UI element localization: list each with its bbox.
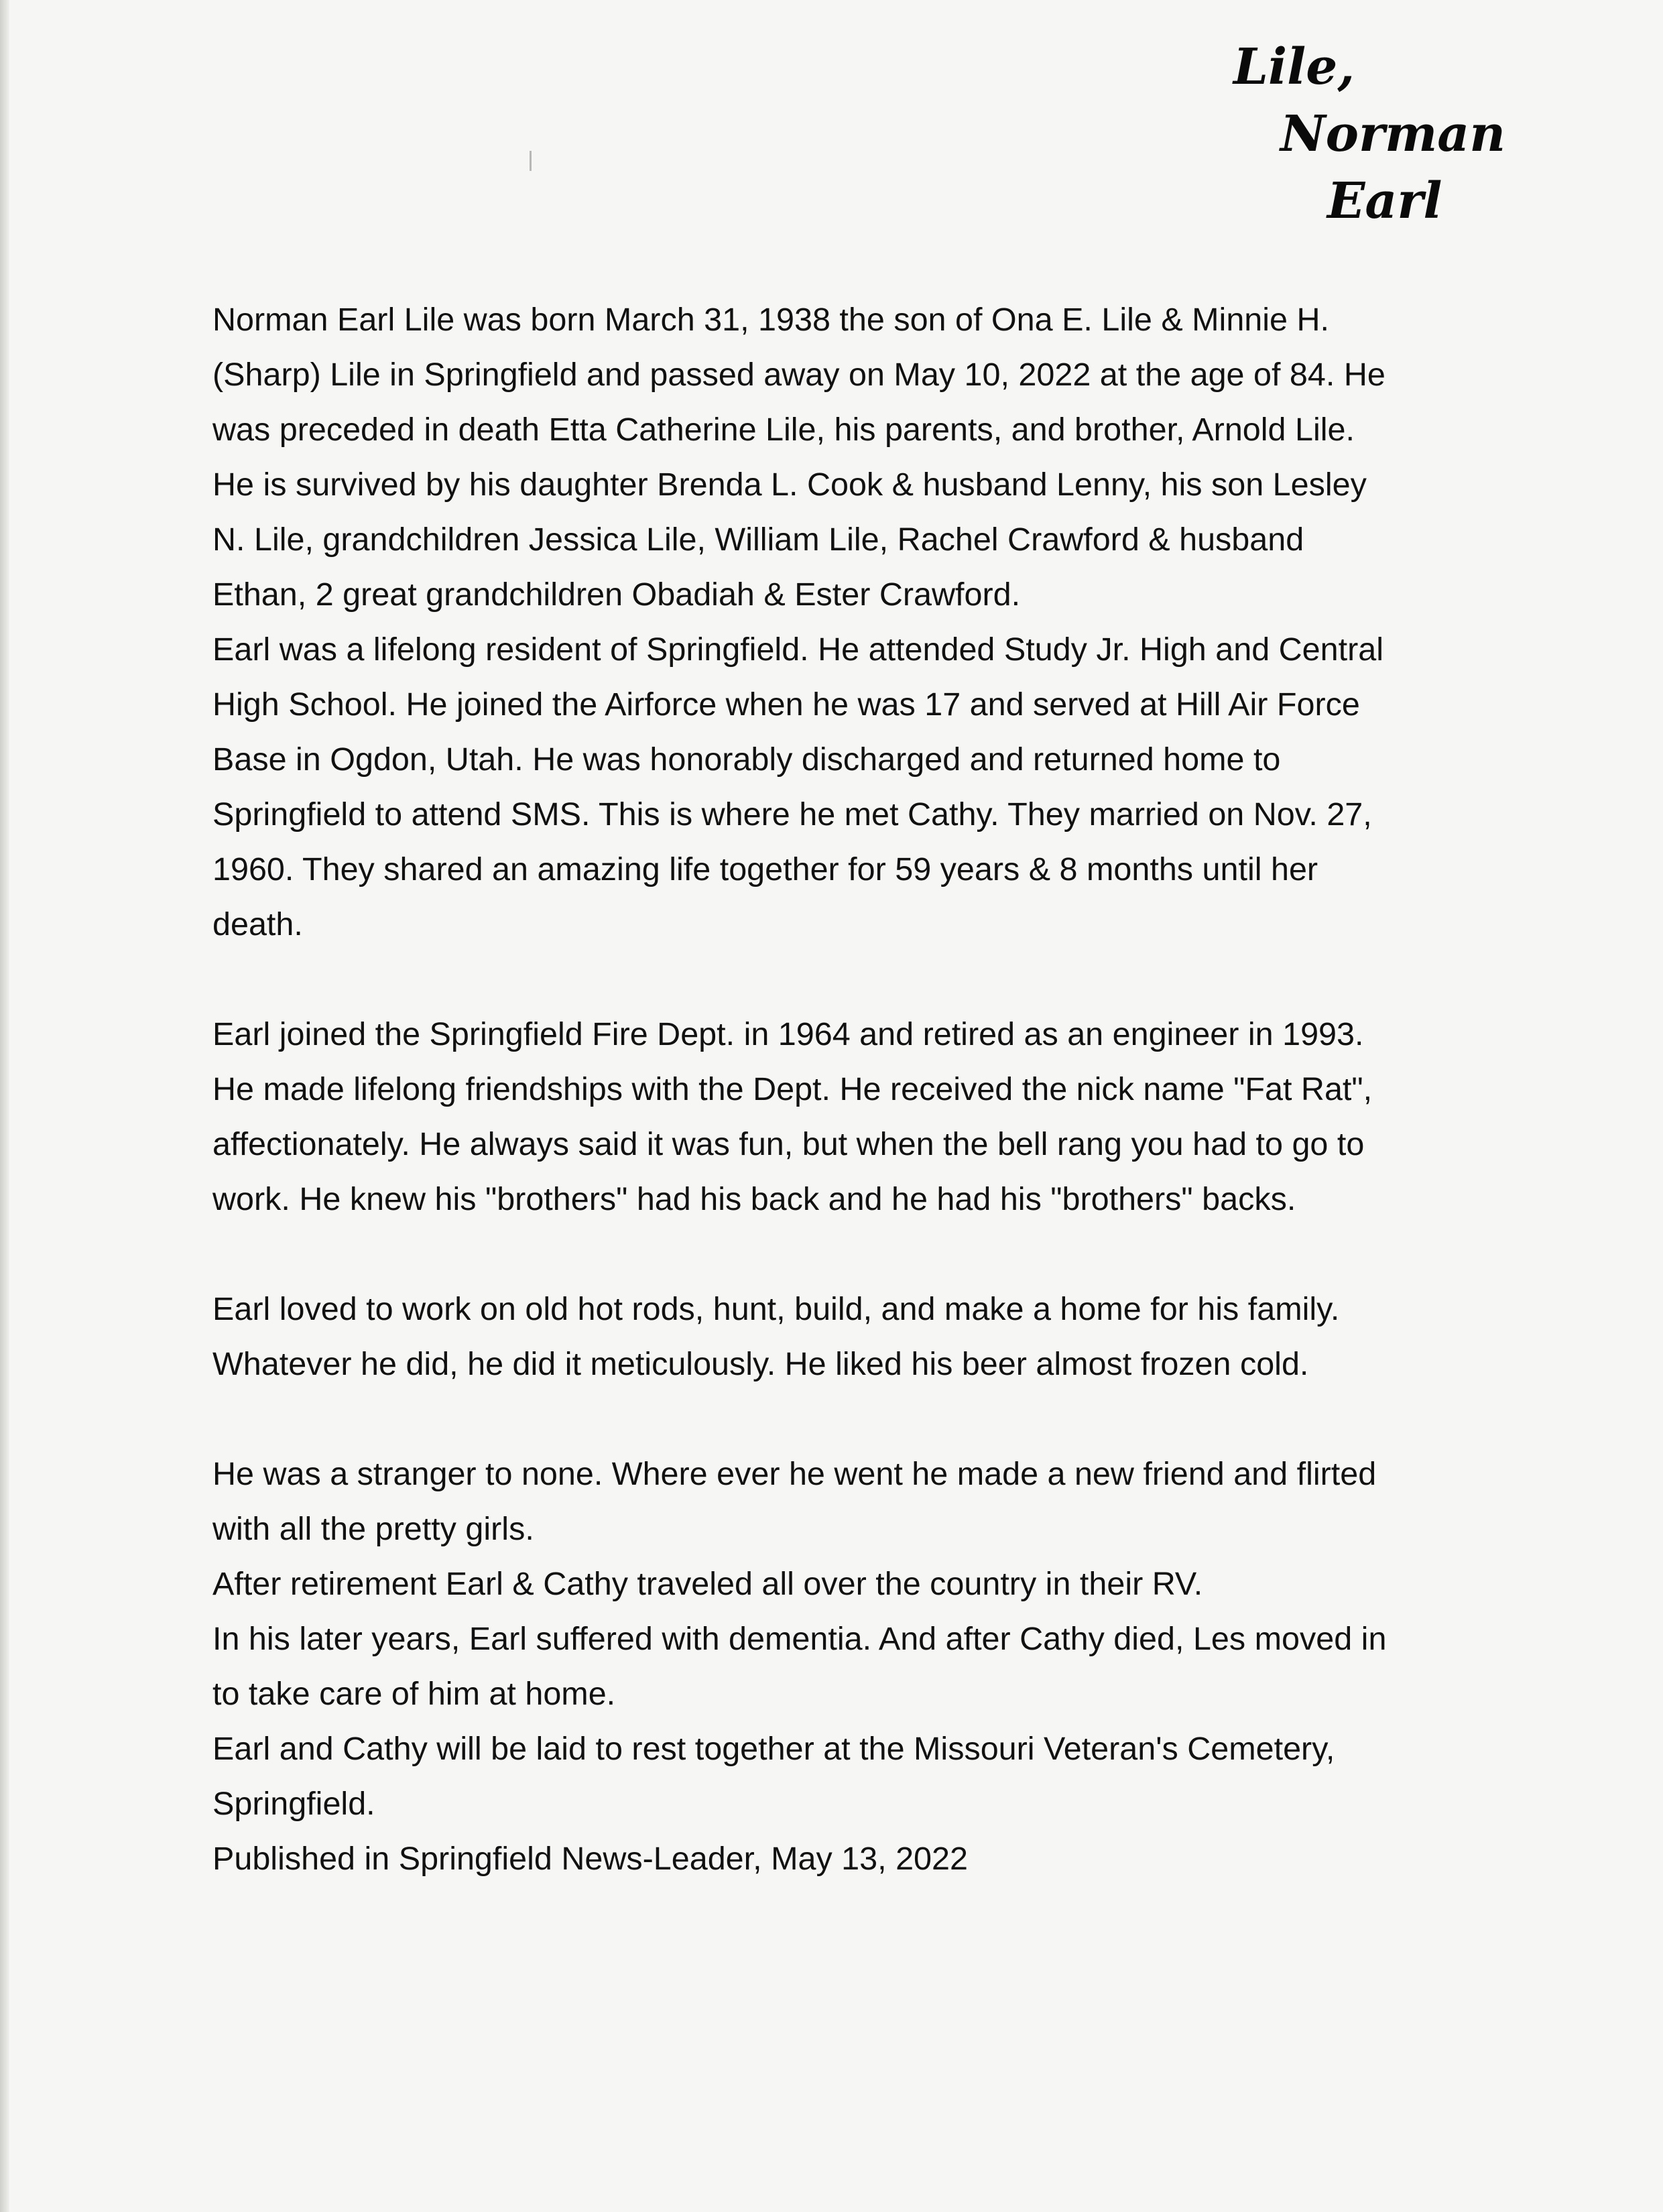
- scan-edge-shadow: [0, 0, 9, 2212]
- text-line: affectionately. He always said it was fun, but when the bell rang you had to go to: [212, 1126, 1365, 1162]
- text-line: 1960. They shared an amazing life together for 59 years & 8 months until her: [212, 851, 1318, 887]
- text-line: Earl was a lifelong resident of Springfield. He attended Study Jr. High and Central: [212, 631, 1383, 668]
- text-line: Earl loved to work on old hot rods, hunt, build, and make a home for his family.: [212, 1291, 1340, 1327]
- text-line: Published in Springfield News-Leader, May 13, 2022: [212, 1841, 968, 1877]
- text-line: (Sharp) Lile in Springfield and passed away on May 10, 2022 at the age of 84. He: [212, 357, 1385, 393]
- text-line: Springfield to attend SMS. This is where he met Cathy. They married on Nov. 27,: [212, 796, 1372, 833]
- text-line: He is survived by his daughter Brenda L. Cook & husband Lenny, his son Lesley: [212, 467, 1367, 503]
- text-line: Earl joined the Springfield Fire Dept. in 1964 and retired as an engineer in 1993.: [212, 1016, 1364, 1052]
- handwritten-first-name: Norman: [1280, 105, 1506, 163]
- text-line: He was a stranger to none. Where ever he went he made a new friend and flirted: [212, 1456, 1377, 1492]
- text-line: Ethan, 2 great grandchildren Obadiah & Ester Crawford.: [212, 576, 1021, 613]
- scan-mark: [530, 151, 532, 171]
- text-line: In his later years, Earl suffered with dementia. And after Cathy died, Les moved in: [212, 1621, 1387, 1657]
- blank-line: [212, 952, 1620, 1007]
- text-line: Springfield.: [212, 1786, 375, 1822]
- handwritten-middle-name: Earl: [1327, 172, 1442, 230]
- text-line: Norman Earl Lile was born March 31, 1938 the son of Ona E. Lile & Minnie H.: [212, 302, 1330, 338]
- text-line: death.: [212, 906, 303, 942]
- handwritten-name-note: [1207, 34, 1528, 248]
- text-line: with all the pretty girls.: [212, 1511, 534, 1547]
- text-line: N. Lile, grandchildren Jessica Lile, William Lile, Rachel Crawford & husband: [212, 521, 1304, 558]
- text-line: work. He knew his "brothers" had his back and he had his "brothers" backs.: [212, 1181, 1296, 1217]
- text-line: Earl and Cathy will be laid to rest together at the Missouri Veteran's Cemetery,: [212, 1731, 1335, 1767]
- text-line: Base in Ogdon, Utah. He was honorably discharged and returned home to: [212, 741, 1281, 778]
- obituary-text: [212, 292, 1620, 1886]
- text-line: was preceded in death Etta Catherine Lile, his parents, and brother, Arnold Lile.: [212, 412, 1355, 448]
- text-line: to take care of him at home.: [212, 1676, 616, 1712]
- blank-line: [212, 1227, 1620, 1282]
- text-line: After retirement Earl & Cathy traveled all over the country in their RV.: [212, 1566, 1203, 1602]
- text-line: High School. He joined the Airforce when he was 17 and served at Hill Air Force: [212, 686, 1360, 723]
- text-line: He made lifelong friendships with the Dept. He received the nick name "Fat Rat",: [212, 1071, 1373, 1107]
- handwritten-surname: Lile,: [1233, 38, 1355, 96]
- text-line: Whatever he did, he did it meticulously. He liked his beer almost frozen cold.: [212, 1346, 1309, 1382]
- blank-line: [212, 1392, 1620, 1447]
